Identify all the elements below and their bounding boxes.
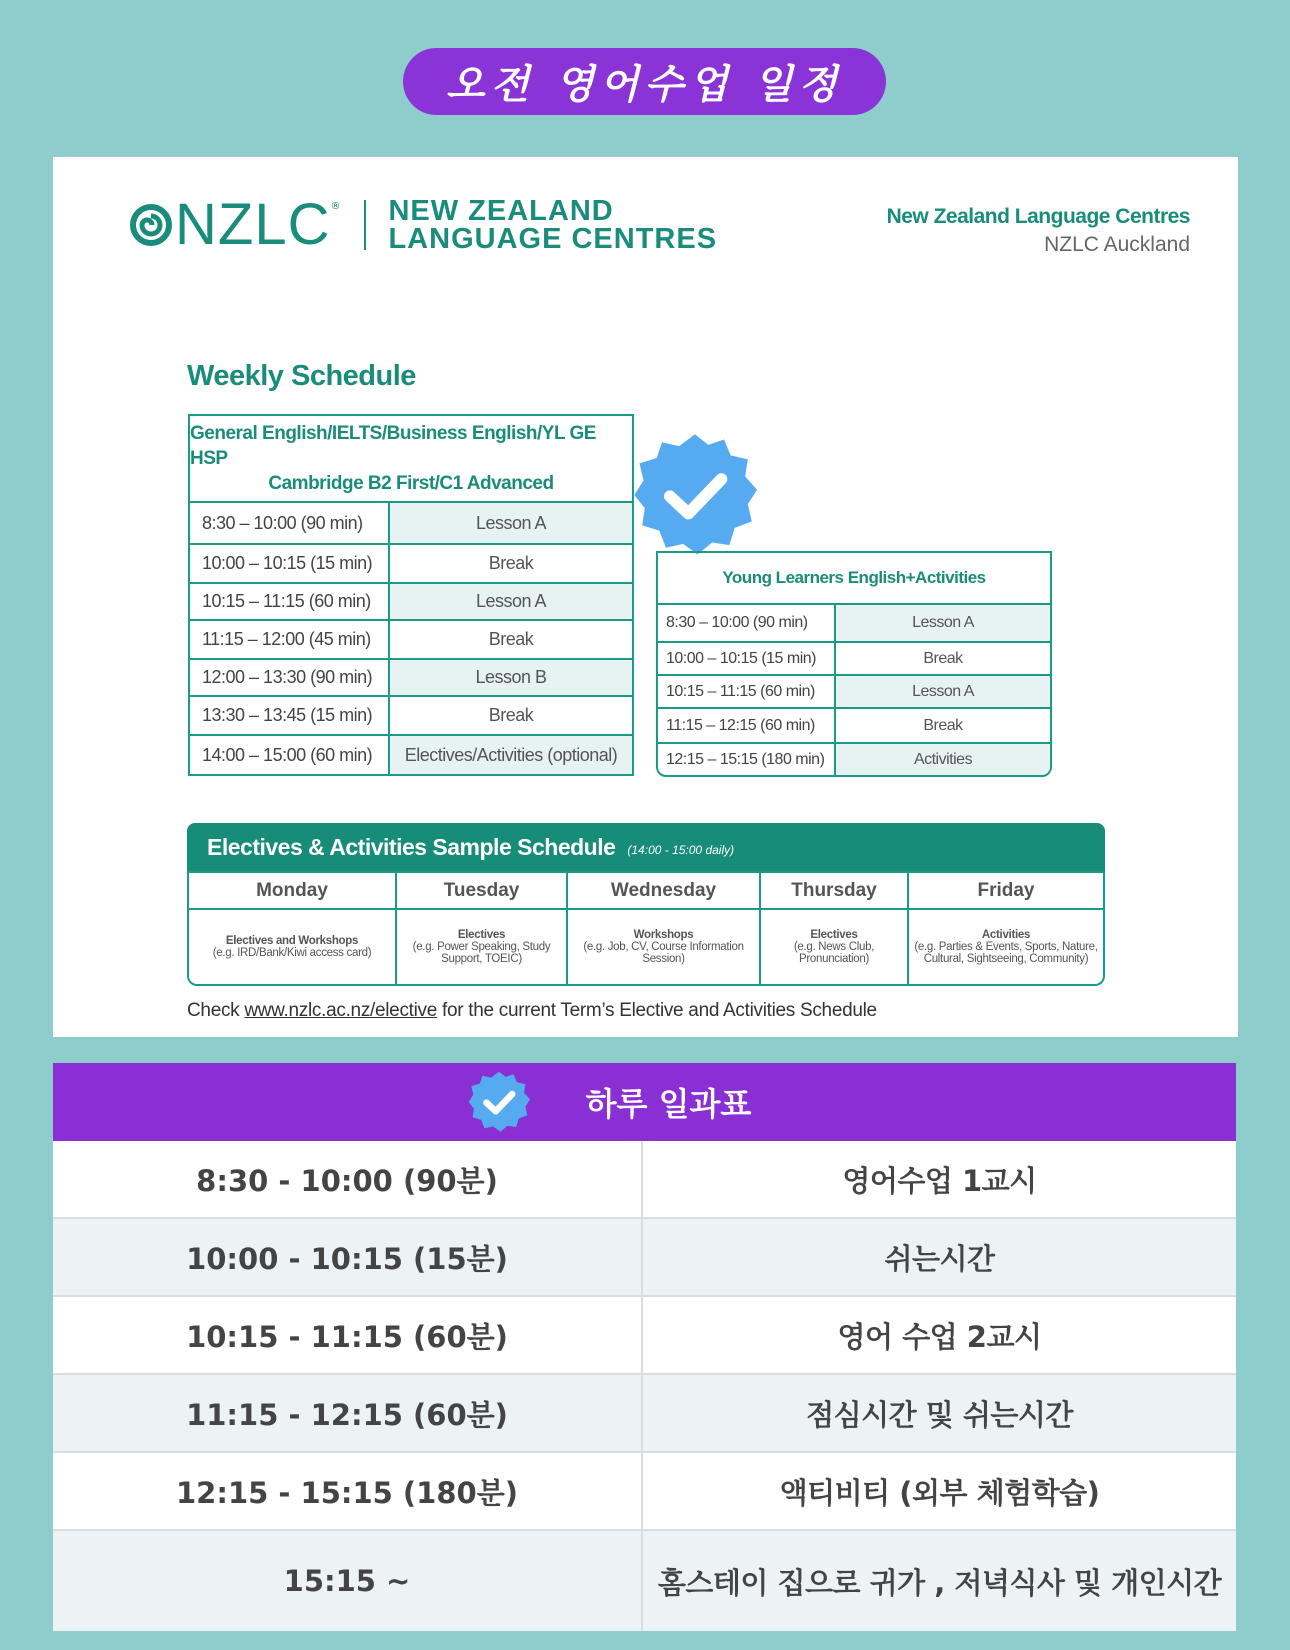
- activity-cell: 점심시간 및 쉬는시간: [806, 1397, 1073, 1432]
- activity-cell: Lesson A: [390, 503, 632, 543]
- electives-activities-row: [189, 910, 1103, 984]
- activity-cell: Break: [836, 709, 1050, 742]
- table-row: [190, 658, 632, 695]
- time-cell: 11:15 - 12:15 (60분): [53, 1375, 643, 1451]
- table-row: [190, 582, 632, 619]
- activity-thursday: [761, 910, 909, 984]
- young-learners-table-heading: Young Learners English+Activities: [658, 553, 1050, 605]
- day-wednesday: Wednesday: [568, 873, 761, 908]
- activity-main: Activities: [981, 929, 1031, 941]
- day-tuesday: Tuesday: [397, 873, 568, 908]
- day-friday: Friday: [977, 879, 1035, 901]
- day-monday: Monday: [189, 873, 397, 908]
- time-cell: 10:15 – 11:15 (60 min): [190, 584, 390, 619]
- table-row: [190, 619, 632, 658]
- organization-info: [887, 205, 1190, 257]
- electives-title: Electives & Activities Sample Schedule: [207, 833, 616, 860]
- verified-check-badge-icon: [466, 1069, 532, 1135]
- time-cell: 8:30 – 10:00 (90 min): [190, 503, 390, 543]
- activity-cell: Electives/Activities (optional): [390, 736, 632, 774]
- activity-main: Electives: [810, 929, 858, 941]
- activity-cell: Break: [390, 621, 632, 658]
- day-thursday: Thursday: [761, 873, 909, 908]
- logo-divider: [364, 200, 366, 250]
- time-cell: 15:15 ~: [53, 1531, 643, 1631]
- table-row: [190, 503, 632, 543]
- table-row: [658, 742, 1050, 775]
- nzlc-swirl-icon: [129, 203, 173, 247]
- activity-cell: Lesson A: [390, 584, 632, 619]
- time-cell: 10:15 - 11:15 (60분): [53, 1297, 643, 1373]
- heading-line-2: Cambridge B2 First/C1 Advanced: [268, 473, 554, 494]
- activity-cell: 쉬는시간: [884, 1241, 995, 1276]
- check-note-prefix: Check: [187, 1000, 245, 1021]
- time-cell: 14:00 – 15:00 (60 min): [190, 736, 390, 774]
- logo-brand: NZLC: [175, 192, 331, 257]
- activity-main: Electives and Workshops: [225, 935, 359, 947]
- activity-cell: 홈스테이 집으로 귀가 , 저녁식사 및 개인시간: [657, 1565, 1222, 1600]
- activity-main: Electives: [457, 929, 506, 941]
- general-english-table: [188, 414, 634, 776]
- young-learners-rows: [658, 605, 1050, 775]
- activity-cell: Lesson B: [390, 660, 632, 695]
- time-cell: 11:15 – 12:15 (60 min): [658, 709, 836, 742]
- table-row: [53, 1453, 1236, 1531]
- activity-cell: Lesson A: [836, 676, 1050, 707]
- activity-cell: Break: [836, 643, 1050, 674]
- organization-name: New Zealand Language Centres: [886, 205, 1190, 228]
- weekly-schedule-title: Weekly Schedule: [187, 360, 416, 392]
- logo-registered-mark: ®: [330, 201, 341, 212]
- activity-detail: (e.g. News Club, Pronunciation): [793, 941, 875, 965]
- electives-subtitle: (14:00 - 15:00 daily): [627, 843, 735, 857]
- time-cell: 10:15 – 11:15 (60 min): [658, 676, 836, 707]
- young-learners-table: [656, 551, 1052, 777]
- activity-detail: (e.g. Power Speaking, Study Support, TOEIC): [412, 941, 551, 965]
- activity-monday: [189, 910, 397, 984]
- elective-link[interactable]: www.nzlc.ac.nz/elective: [244, 1000, 438, 1021]
- time-cell: 13:30 – 13:45 (15 min): [190, 697, 390, 734]
- activity-cell: Break: [390, 545, 632, 582]
- table-row: [658, 707, 1050, 742]
- time-cell: 12:15 – 15:15 (180 min): [658, 744, 836, 775]
- logo-line-1: NEW ZEALAND: [388, 195, 614, 227]
- daily-schedule-title: 하루 일과표: [585, 1085, 752, 1123]
- time-cell: 8:30 – 10:00 (90 min): [658, 605, 836, 641]
- activity-cell: 액티비티 (외부 체험학습): [779, 1475, 1100, 1510]
- nzlc-schedule-document: [53, 157, 1238, 1037]
- daily-schedule-header: [53, 1063, 1236, 1141]
- table-row: [658, 641, 1050, 674]
- time-cell: 12:15 - 15:15 (180분): [53, 1453, 643, 1529]
- table-row: [53, 1297, 1236, 1375]
- table-row: [190, 734, 632, 774]
- elective-check-note: [187, 1000, 877, 1022]
- activity-wednesday: [568, 910, 761, 984]
- general-english-rows: [190, 503, 632, 774]
- electives-header: [187, 823, 1105, 871]
- heading-line-1: General English/IELTS/Business English/YL GE HSP: [190, 423, 596, 469]
- table-row: [658, 605, 1050, 641]
- activity-detail: (e.g. IRD/Bank/Kiwi access card): [212, 947, 372, 959]
- table-row: [53, 1219, 1236, 1297]
- electives-schedule: [187, 823, 1105, 986]
- verified-check-badge-icon: [629, 429, 761, 561]
- table-row: [53, 1531, 1236, 1631]
- activity-detail: (e.g. Job, CV, Course Information Session): [583, 941, 744, 965]
- activity-cell: Break: [390, 697, 632, 734]
- daily-schedule-rows: [53, 1141, 1236, 1631]
- activity-cell: Activities: [836, 744, 1050, 775]
- electives-table: [187, 871, 1105, 986]
- time-cell: 10:00 – 10:15 (15 min): [658, 643, 836, 674]
- time-cell: 10:00 – 10:15 (15 min): [190, 545, 390, 582]
- activity-cell: 영어 수업 2교시: [837, 1319, 1042, 1354]
- table-row: [658, 674, 1050, 707]
- time-cell: 10:00 - 10:15 (15분): [53, 1219, 643, 1295]
- table-row: [53, 1375, 1236, 1453]
- logo-line-2: LANGUAGE CENTRES: [388, 223, 718, 255]
- daily-schedule-table: [53, 1063, 1236, 1631]
- banner-title: 오전 영어수업 일정: [446, 62, 843, 108]
- activity-friday: [909, 910, 1103, 984]
- activity-tuesday: [397, 910, 568, 984]
- table-row: [53, 1141, 1236, 1219]
- time-cell: 11:15 – 12:00 (45 min): [190, 621, 390, 658]
- activity-cell: 영어수업 1교시: [842, 1163, 1037, 1198]
- check-note-suffix: for the current Term’s Elective and Activities Schedule: [437, 1000, 877, 1021]
- time-cell: 8:30 - 10:00 (90분): [53, 1141, 643, 1217]
- time-cell: 12:00 – 13:30 (90 min): [190, 660, 390, 695]
- nzlc-logo: [129, 192, 718, 257]
- organization-location: NZLC Auckland: [1044, 233, 1190, 256]
- activity-cell: Lesson A: [836, 605, 1050, 641]
- activity-detail: (e.g. Parties & Events, Sports, Nature, Cultural, Sightseeing, Community): [914, 941, 1098, 965]
- electives-days-row: [189, 871, 1103, 910]
- logo-wordmark: [388, 197, 717, 253]
- table-row: [190, 695, 632, 734]
- page-banner: [403, 48, 886, 115]
- table-row: [190, 543, 632, 582]
- general-english-table-heading: [190, 416, 632, 503]
- activity-main: Workshops: [633, 929, 694, 941]
